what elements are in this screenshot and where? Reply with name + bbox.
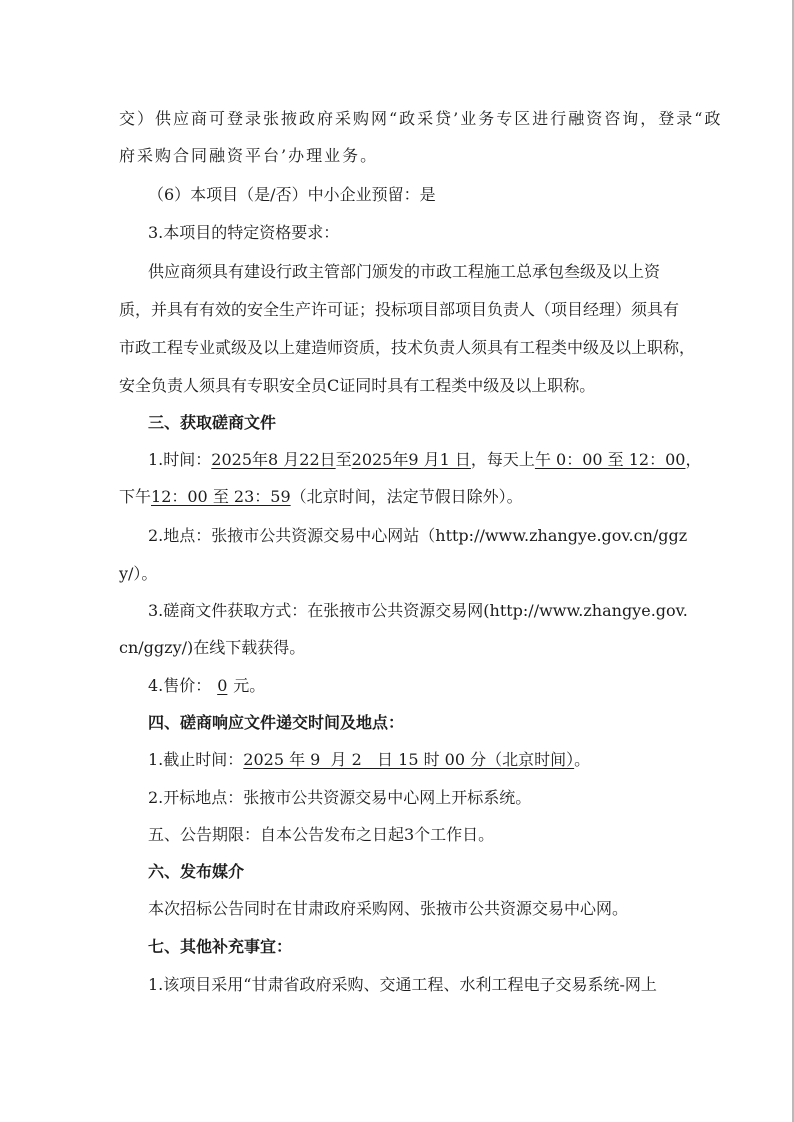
obtain-time-line — [148, 449, 701, 471]
media-line: 本次招标公告同时在甘肃政府采购网、张掖市公共资源交易中心网。 — [148, 899, 629, 918]
price-line — [148, 675, 265, 697]
deadline-value: 2025 年 9 月 2 日 15 时 00 分（北京时间） — [243, 750, 575, 769]
price-unit: 元。 — [233, 676, 266, 695]
qualification-line: 质，并具有有效的安全生产许可证；投标项目部项目负责人（项目经理）须具有 — [119, 300, 680, 319]
section-heading-media: 六、发布媒介 — [148, 862, 245, 881]
other-item-line: 1.该项目采用“甘肃省政府采购、交通工程、水利工程电子交易系统-网上 — [148, 975, 657, 994]
obtain-start-date: 2025年8 月22日 — [211, 450, 336, 469]
price-value: 0 — [217, 676, 228, 695]
deadline-label: 1.截止时间： — [148, 750, 244, 769]
deadline-line — [148, 749, 590, 771]
section-heading-submission: 四、磋商响应文件递交时间及地点： — [148, 713, 405, 732]
qualification-line: 安全负责人须具有专职安全员C证同时具有工程类中级及以上职称。 — [119, 376, 596, 395]
qualification-line: 供应商须具有建设行政主管部门颁发的市政工程施工总承包叁级及以上资 — [148, 262, 661, 281]
obtain-time-label: 1.时间： — [148, 450, 212, 469]
obtain-to-word: 至 — [335, 450, 352, 469]
obtain-morning-hours: 午 0：00 至 12：00 — [534, 450, 686, 469]
obtain-method-line: cn/ggzy/)在线下载获得。 — [119, 638, 306, 657]
obtain-daily-prefix: ，每天上 — [470, 450, 535, 469]
obtain-place-line: y/）。 — [119, 564, 158, 583]
price-label: 4.售价： — [148, 676, 212, 695]
section-heading-obtain-documents: 三、获取磋商文件 — [148, 413, 277, 432]
deadline-end: 。 — [574, 750, 591, 769]
paragraph-line: 府采购合同融资平台’办理业务。 — [119, 146, 379, 165]
obtain-method-line: 3.磋商文件获取方式：在张掖市公共资源交易网(http://www.zhangye.gov. — [148, 601, 688, 620]
section-heading-other: 七、其他补充事宜： — [148, 937, 293, 956]
obtain-time-line-2 — [119, 486, 523, 508]
obtain-place-line: 2.地点：张掖市公共资源交易中心网站（http://www.zhangye.gov.cn/ggz — [148, 526, 688, 545]
obtain-afternoon-label: 下午 — [119, 487, 152, 506]
qualification-line: 市政工程专业贰级及以上建造师资质，技术负责人须具有工程类中级及以上职称， — [119, 338, 696, 357]
sme-reservation-item: （6）本项目（是/否）中小企业预留：是 — [148, 185, 436, 204]
qualification-title: 3.本项目的特定资格要求： — [148, 223, 340, 242]
announcement-period-line: 五、公告期限：自本公告发布之日起3个工作日。 — [148, 825, 495, 844]
paragraph-line: 交）供应商可登录张掖政府采购网“政采贷’业务专区进行融资咨询，登录“政 — [119, 109, 723, 128]
obtain-end-date: 2025年9 月1 日 — [351, 450, 471, 469]
opening-place-line: 2.开标地点：张掖市公共资源交易中心网上开标系统。 — [148, 788, 532, 807]
obtain-afternoon-hours: 12：00 至 23：59 — [151, 487, 291, 506]
obtain-time-note: （北京时间，法定节假日除外）。 — [290, 487, 523, 506]
obtain-time-comma: ， — [685, 450, 702, 469]
